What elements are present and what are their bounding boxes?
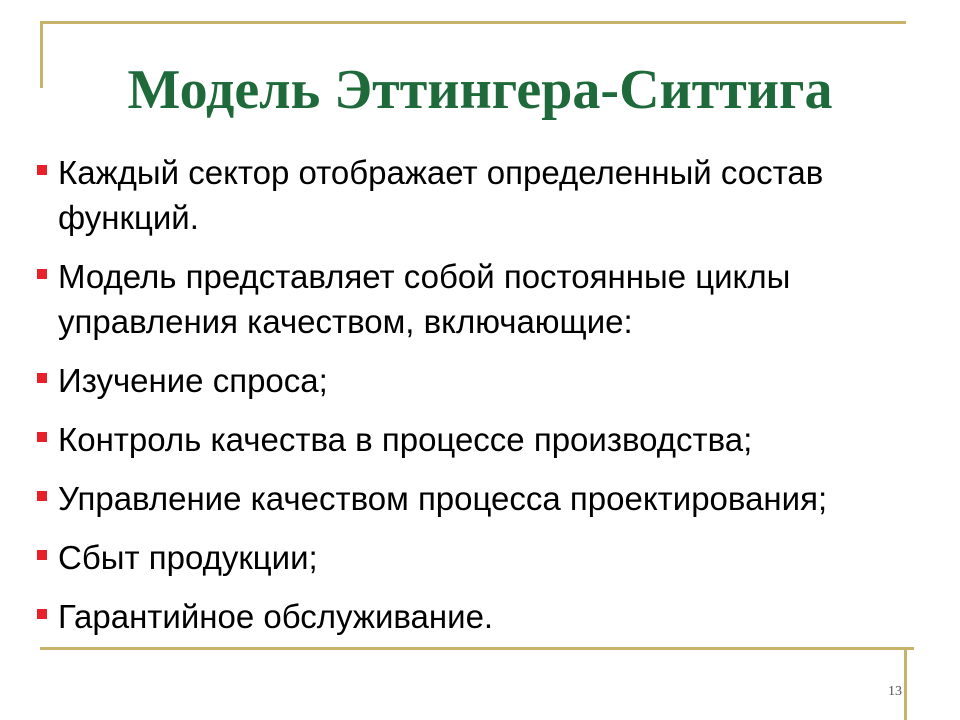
bullet-item	[35, 594, 915, 639]
bullet-text: Сбыт продукции;	[58, 539, 318, 576]
bullet-item	[35, 417, 915, 462]
bullet-item	[35, 254, 915, 344]
bullet-square-icon	[37, 491, 47, 501]
bullet-square-icon	[37, 432, 47, 442]
bullet-item	[35, 150, 915, 240]
bullet-text: Гарантийное обслуживание.	[58, 598, 494, 635]
bullet-item	[35, 535, 915, 580]
bullet-list	[35, 150, 915, 653]
bullet-item	[35, 476, 915, 521]
slide-title: Модель Эттингера-Ситтига	[127, 59, 833, 121]
bullet-square-icon	[37, 269, 47, 279]
bullet-text: Управление качеством процесса проектирования;	[58, 480, 828, 517]
bullet-text: Контроль качества в процессе производства;	[58, 421, 753, 458]
bullet-item	[35, 358, 915, 403]
bullet-square-icon	[37, 165, 47, 175]
bullet-text: Каждый сектор отображает определенный состав функций.	[58, 154, 824, 236]
bullet-square-icon	[37, 609, 47, 619]
bullet-text: Изучение спроса;	[58, 362, 328, 399]
bullet-square-icon	[37, 373, 47, 383]
frame-line-top	[40, 21, 906, 24]
bullet-text: Модель представляет собой постоянные циклы управления качеством, включающие:	[58, 258, 791, 340]
bullet-square-icon	[37, 550, 47, 560]
page-number: 13	[888, 684, 902, 699]
